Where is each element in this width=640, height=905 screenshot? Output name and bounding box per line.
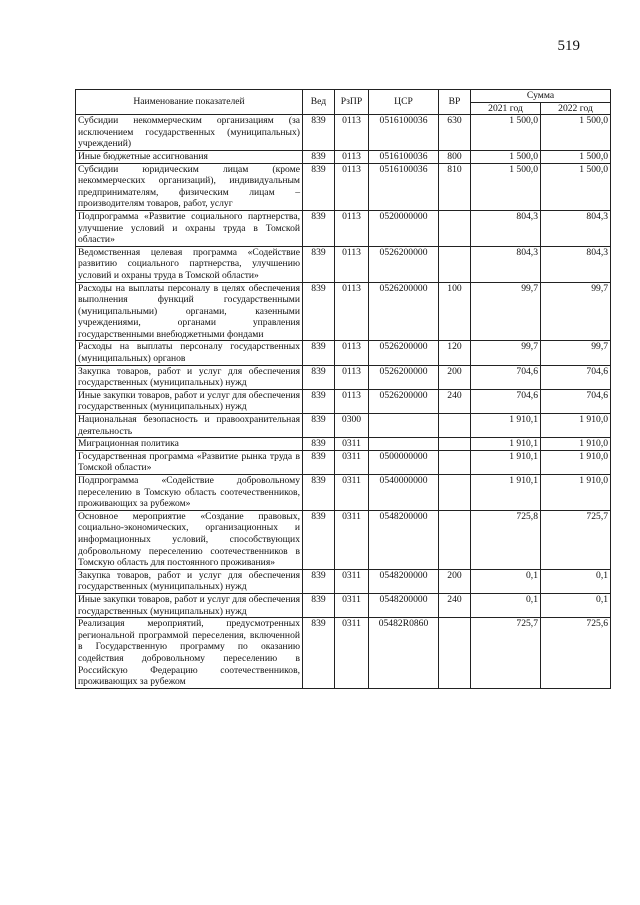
row-name: Ведомственная целевая программа «Содействие развитию социального партнерства, улучшению условий и охраны труда в Томской области» — [76, 246, 303, 282]
row-amount-2021: 1 910,1 — [471, 450, 541, 474]
row-rzpr: 0113 — [335, 389, 369, 413]
row-amount-2022: 704,6 — [541, 365, 611, 389]
row-ved: 839 — [303, 618, 335, 689]
row-rzpr: 0113 — [335, 210, 369, 246]
row-vr — [439, 414, 471, 438]
row-vr — [439, 210, 471, 246]
row-name: Субсидии юридическим лицам (кроме некоммерческих организаций), индивидуальным предпринимателям, физическим лицам – производителям товаров, работ, услуг — [76, 163, 303, 210]
row-name: Субсидии некоммерческим организациям (за исключением государственных (муниципальных) учреждений) — [76, 115, 303, 151]
table-row — [76, 414, 611, 438]
row-name: Подпрограмма «Развитие социального партнерства, улучшение условий и охраны труда в Томской области» — [76, 210, 303, 246]
row-amount-2021: 725,7 — [471, 618, 541, 689]
row-vr: 800 — [439, 150, 471, 163]
row-csr — [369, 438, 439, 451]
row-ved: 839 — [303, 475, 335, 511]
row-amount-2022: 1 910,0 — [541, 475, 611, 511]
table-row — [76, 210, 611, 246]
page-number: 519 — [557, 38, 580, 54]
row-name: Подпрограмма «Содействие добровольному переселению в Томскую область соотечественников, проживающих за рубежом» — [76, 475, 303, 511]
row-amount-2022: 1 500,0 — [541, 163, 611, 210]
row-rzpr: 0300 — [335, 414, 369, 438]
row-ved: 839 — [303, 569, 335, 593]
row-csr — [369, 414, 439, 438]
row-amount-2022: 804,3 — [541, 246, 611, 282]
row-rzpr: 0113 — [335, 163, 369, 210]
row-amount-2021: 1 910,1 — [471, 438, 541, 451]
row-csr: 0526200000 — [369, 389, 439, 413]
row-vr: 120 — [439, 341, 471, 365]
row-name: Миграционная политика — [76, 438, 303, 451]
header-year-2021: 2021 год — [471, 102, 541, 115]
row-rzpr: 0311 — [335, 450, 369, 474]
table-body — [76, 115, 611, 689]
row-name: Расходы на выплаты персоналу в целях обеспечения выполнения функций государственными (муниципальными) органами, казенными учреждениями, органами управления государственными внебюджетными фондами — [76, 282, 303, 341]
row-amount-2021: 725,8 — [471, 510, 541, 569]
row-amount-2022: 0,1 — [541, 569, 611, 593]
row-ved: 839 — [303, 150, 335, 163]
row-rzpr: 0113 — [335, 365, 369, 389]
row-rzpr: 0311 — [335, 510, 369, 569]
row-amount-2021: 1 500,0 — [471, 115, 541, 151]
row-rzpr: 0113 — [335, 341, 369, 365]
table-row — [76, 163, 611, 210]
row-ved: 839 — [303, 163, 335, 210]
budget-table — [75, 89, 611, 689]
row-csr: 0516100036 — [369, 150, 439, 163]
table-row — [76, 438, 611, 451]
header-csr: ЦСР — [369, 90, 439, 115]
row-name: Основное мероприятие «Создание правовых, социально-экономических, организационных и информационных условий, способствующих добровольному переселению соотечественников в Томскую область для постоянного проживания» — [76, 510, 303, 569]
row-vr: 200 — [439, 365, 471, 389]
row-amount-2021: 704,6 — [471, 365, 541, 389]
row-vr: 100 — [439, 282, 471, 341]
row-rzpr: 0113 — [335, 115, 369, 151]
row-rzpr: 0311 — [335, 593, 369, 617]
row-rzpr: 0311 — [335, 618, 369, 689]
row-vr — [439, 618, 471, 689]
row-amount-2022: 1 500,0 — [541, 115, 611, 151]
row-amount-2021: 804,3 — [471, 210, 541, 246]
table-row — [76, 618, 611, 689]
header-ved: Вед — [303, 90, 335, 115]
row-amount-2021: 1 910,1 — [471, 414, 541, 438]
row-vr — [439, 510, 471, 569]
row-csr: 0526200000 — [369, 365, 439, 389]
row-name: Расходы на выплаты персоналу государственных (муниципальных) органов — [76, 341, 303, 365]
row-ved: 839 — [303, 414, 335, 438]
row-vr: 810 — [439, 163, 471, 210]
row-rzpr: 0311 — [335, 569, 369, 593]
table-row — [76, 593, 611, 617]
row-vr: 630 — [439, 115, 471, 151]
row-vr — [439, 246, 471, 282]
row-ved: 839 — [303, 450, 335, 474]
row-ved: 839 — [303, 341, 335, 365]
row-ved: 839 — [303, 438, 335, 451]
table-row — [76, 365, 611, 389]
table-row — [76, 450, 611, 474]
row-amount-2022: 704,6 — [541, 389, 611, 413]
row-csr: 0526200000 — [369, 341, 439, 365]
row-ved: 839 — [303, 510, 335, 569]
table-header — [76, 90, 611, 115]
header-name: Наименование показателей — [76, 90, 303, 115]
row-csr: 0526200000 — [369, 246, 439, 282]
row-csr: 0548200000 — [369, 593, 439, 617]
row-amount-2022: 0,1 — [541, 593, 611, 617]
row-csr: 0540000000 — [369, 475, 439, 511]
row-amount-2022: 1 500,0 — [541, 150, 611, 163]
row-vr — [439, 438, 471, 451]
table-row — [76, 282, 611, 341]
row-csr: 0500000000 — [369, 450, 439, 474]
table-row — [76, 475, 611, 511]
row-amount-2021: 1 910,1 — [471, 475, 541, 511]
table-row — [76, 150, 611, 163]
row-ved: 839 — [303, 593, 335, 617]
table-row — [76, 510, 611, 569]
table-row — [76, 115, 611, 151]
row-name: Иные закупки товаров, работ и услуг для обеспечения государственных (муниципальных) нужд — [76, 593, 303, 617]
row-csr: 0516100036 — [369, 115, 439, 151]
row-name: Закупка товаров, работ и услуг для обеспечения государственных (муниципальных) нужд — [76, 365, 303, 389]
row-csr: 0548200000 — [369, 569, 439, 593]
row-amount-2021: 1 500,0 — [471, 150, 541, 163]
table-row — [76, 246, 611, 282]
row-amount-2022: 1 910,0 — [541, 414, 611, 438]
row-ved: 839 — [303, 365, 335, 389]
row-name: Закупка товаров, работ и услуг для обеспечения государственных (муниципальных) нужд — [76, 569, 303, 593]
row-csr: 05482R0860 — [369, 618, 439, 689]
row-ved: 839 — [303, 115, 335, 151]
row-vr: 200 — [439, 569, 471, 593]
row-amount-2022: 804,3 — [541, 210, 611, 246]
row-vr: 240 — [439, 389, 471, 413]
row-csr: 0526200000 — [369, 282, 439, 341]
row-vr — [439, 450, 471, 474]
row-ved: 839 — [303, 246, 335, 282]
row-amount-2021: 0,1 — [471, 569, 541, 593]
row-name: Реализация мероприятий, предусмотренных региональной программой переселения, включенной в Государственную программу по оказанию содействия добровольному переселению в Российскую Федерацию соотечественников, проживающих за рубежом — [76, 618, 303, 689]
row-ved: 839 — [303, 389, 335, 413]
header-rzpr: РзПР — [335, 90, 369, 115]
table-row — [76, 389, 611, 413]
row-name: Иные закупки товаров, работ и услуг для обеспечения государственных (муниципальных) нужд — [76, 389, 303, 413]
header-sum: Сумма — [471, 90, 611, 103]
row-name: Национальная безопасность и правоохранительная деятельность — [76, 414, 303, 438]
row-name: Иные бюджетные ассигнования — [76, 150, 303, 163]
row-ved: 839 — [303, 210, 335, 246]
row-csr: 0516100036 — [369, 163, 439, 210]
row-rzpr: 0113 — [335, 150, 369, 163]
header-year-2022: 2022 год — [541, 102, 611, 115]
row-rzpr: 0113 — [335, 246, 369, 282]
row-amount-2022: 1 910,0 — [541, 438, 611, 451]
row-amount-2022: 99,7 — [541, 282, 611, 341]
row-name: Государственная программа «Развитие рынка труда в Томской области» — [76, 450, 303, 474]
row-vr: 240 — [439, 593, 471, 617]
row-amount-2021: 99,7 — [471, 341, 541, 365]
row-amount-2022: 99,7 — [541, 341, 611, 365]
row-amount-2021: 704,6 — [471, 389, 541, 413]
header-vr: ВР — [439, 90, 471, 115]
row-amount-2021: 1 500,0 — [471, 163, 541, 210]
row-csr: 0520000000 — [369, 210, 439, 246]
row-amount-2021: 804,3 — [471, 246, 541, 282]
row-rzpr: 0311 — [335, 475, 369, 511]
row-csr: 0548200000 — [369, 510, 439, 569]
row-amount-2022: 725,7 — [541, 510, 611, 569]
row-rzpr: 0311 — [335, 438, 369, 451]
table-row — [76, 569, 611, 593]
row-amount-2022: 1 910,0 — [541, 450, 611, 474]
row-vr — [439, 475, 471, 511]
table-row — [76, 341, 611, 365]
row-amount-2021: 0,1 — [471, 593, 541, 617]
row-ved: 839 — [303, 282, 335, 341]
row-rzpr: 0113 — [335, 282, 369, 341]
row-amount-2022: 725,6 — [541, 618, 611, 689]
row-amount-2021: 99,7 — [471, 282, 541, 341]
